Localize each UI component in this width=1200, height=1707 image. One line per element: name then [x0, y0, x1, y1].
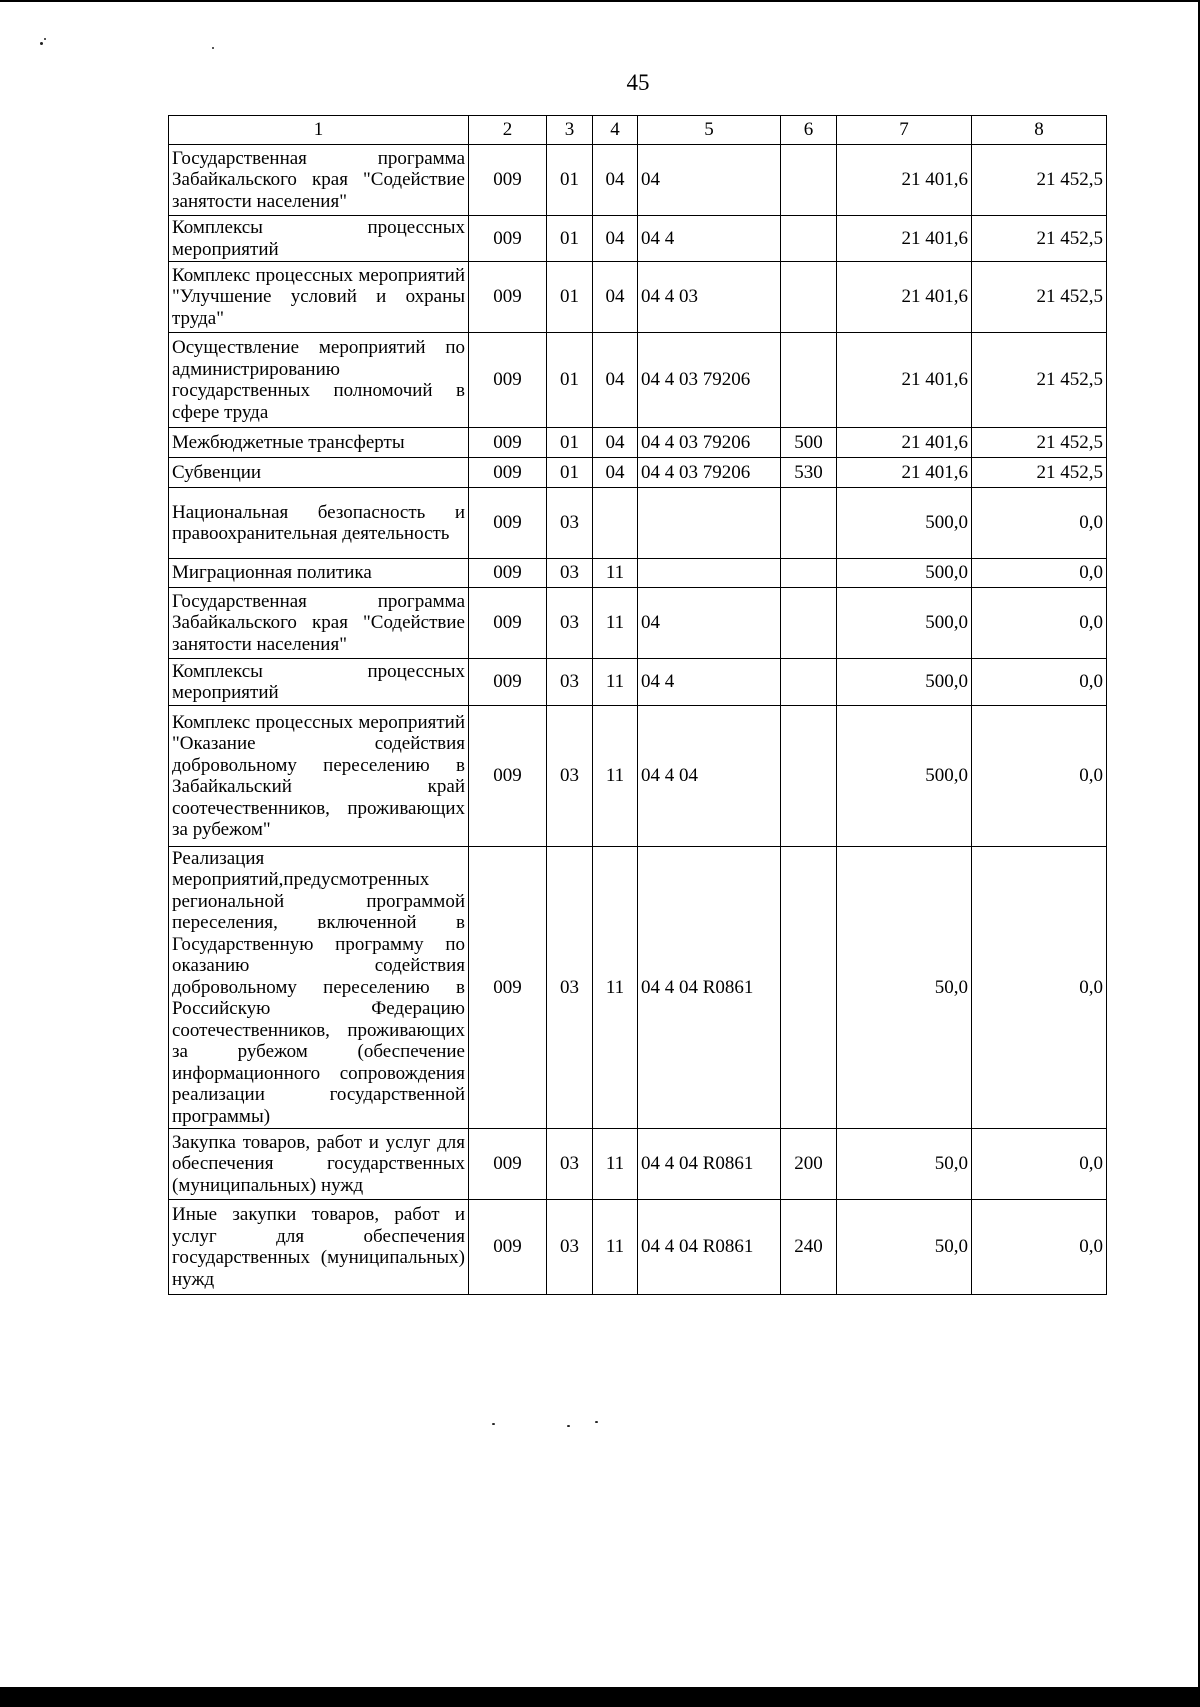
cell-section: 01	[547, 262, 593, 333]
cell-section: 03	[547, 488, 593, 559]
cell-section: 01	[547, 458, 593, 488]
cell-subsection	[593, 488, 638, 559]
cell-subsection: 04	[593, 145, 638, 216]
column-header: 4	[593, 116, 638, 145]
cell-expense-type	[781, 488, 837, 559]
cell-section: 03	[547, 559, 593, 588]
scan-bottom-bar	[0, 1687, 1200, 1707]
scan-speck	[492, 1423, 495, 1425]
cell-subsection: 11	[593, 588, 638, 659]
column-header: 1	[169, 116, 469, 145]
cell-admin-code: 009	[469, 262, 547, 333]
row-name: Комплексы процессных мероприятий	[169, 216, 469, 262]
cell-target-article: 04 4 04	[638, 706, 781, 847]
cell-expense-type	[781, 588, 837, 659]
table-row	[169, 847, 1107, 1129]
cell-amount-col7: 21 401,6	[837, 216, 972, 262]
cell-subsection: 04	[593, 333, 638, 428]
budget-table	[168, 115, 1107, 1295]
column-header: 8	[972, 116, 1107, 145]
cell-admin-code: 009	[469, 1200, 547, 1295]
table-row	[169, 145, 1107, 216]
row-name: Комплекс процессных мероприятий "Улучшение условий и охраны труда"	[169, 262, 469, 333]
cell-subsection: 11	[593, 847, 638, 1129]
cell-amount-col8: 21 452,5	[972, 458, 1107, 488]
row-name: Реализация мероприятий,предусмотренных региональной программой переселения, включенной в Государственную программу по оказанию содействия добровольному переселению в Российскую Федерацию соотечественников, проживающих за рубежом (обеспечение информационного сопровождения реализации государственной программы)	[169, 847, 469, 1129]
cell-expense-type	[781, 262, 837, 333]
row-name: Государственная программа Забайкальского края "Содействие занятости населения"	[169, 588, 469, 659]
column-header: 7	[837, 116, 972, 145]
table-row	[169, 458, 1107, 488]
cell-target-article: 04 4 04 R0861	[638, 1200, 781, 1295]
table-row	[169, 428, 1107, 458]
cell-target-article: 04 4 03 79206	[638, 428, 781, 458]
cell-subsection: 04	[593, 262, 638, 333]
row-name: Комплексы процессных мероприятий	[169, 659, 469, 706]
table-row	[169, 216, 1107, 262]
column-header: 3	[547, 116, 593, 145]
cell-amount-col8: 0,0	[972, 1129, 1107, 1200]
cell-expense-type	[781, 847, 837, 1129]
row-name: Межбюджетные трансферты	[169, 428, 469, 458]
cell-amount-col8: 21 452,5	[972, 216, 1107, 262]
cell-target-article	[638, 488, 781, 559]
cell-amount-col8: 0,0	[972, 488, 1107, 559]
cell-subsection: 11	[593, 659, 638, 706]
scan-speck	[595, 1421, 598, 1423]
cell-amount-col7: 50,0	[837, 847, 972, 1129]
cell-expense-type	[781, 333, 837, 428]
cell-amount-col8: 0,0	[972, 559, 1107, 588]
cell-section: 03	[547, 706, 593, 847]
cell-amount-col8: 0,0	[972, 659, 1107, 706]
row-name: Осуществление мероприятий по администрированию государственных полномочий в сфере труда	[169, 333, 469, 428]
table-row	[169, 333, 1107, 428]
cell-expense-type	[781, 559, 837, 588]
scan-speck	[40, 42, 43, 45]
cell-target-article: 04	[638, 145, 781, 216]
cell-expense-type: 530	[781, 458, 837, 488]
table-row	[169, 588, 1107, 659]
cell-section: 03	[547, 588, 593, 659]
cell-amount-col8: 0,0	[972, 706, 1107, 847]
row-name: Государственная программа Забайкальского края "Содействие занятости населения"	[169, 145, 469, 216]
cell-amount-col7: 21 401,6	[837, 428, 972, 458]
cell-amount-col7: 500,0	[837, 659, 972, 706]
cell-admin-code: 009	[469, 706, 547, 847]
cell-amount-col7: 50,0	[837, 1200, 972, 1295]
cell-subsection: 04	[593, 458, 638, 488]
column-header: 6	[781, 116, 837, 145]
cell-amount-col7: 500,0	[837, 588, 972, 659]
table-row	[169, 706, 1107, 847]
cell-section: 03	[547, 1200, 593, 1295]
cell-amount-col8: 0,0	[972, 847, 1107, 1129]
cell-admin-code: 009	[469, 216, 547, 262]
table-row	[169, 262, 1107, 333]
cell-target-article	[638, 559, 781, 588]
cell-section: 01	[547, 216, 593, 262]
cell-target-article: 04 4	[638, 659, 781, 706]
cell-subsection: 11	[593, 706, 638, 847]
page-number: 45	[626, 70, 650, 95]
cell-subsection: 04	[593, 216, 638, 262]
cell-admin-code: 009	[469, 659, 547, 706]
cell-amount-col8: 21 452,5	[972, 333, 1107, 428]
table-row	[169, 488, 1107, 559]
table-row	[169, 1200, 1107, 1295]
cell-section: 03	[547, 847, 593, 1129]
column-header: 5	[638, 116, 781, 145]
cell-amount-col7: 500,0	[837, 706, 972, 847]
cell-amount-col8: 0,0	[972, 1200, 1107, 1295]
cell-amount-col7: 21 401,6	[837, 458, 972, 488]
row-name: Национальная безопасность и правоохранительная деятельность	[169, 488, 469, 559]
cell-target-article: 04 4 04 R0861	[638, 1129, 781, 1200]
cell-admin-code: 009	[469, 145, 547, 216]
cell-amount-col7: 21 401,6	[837, 333, 972, 428]
cell-subsection: 11	[593, 1200, 638, 1295]
cell-expense-type	[781, 706, 837, 847]
cell-admin-code: 009	[469, 458, 547, 488]
table-row	[169, 1129, 1107, 1200]
cell-section: 01	[547, 333, 593, 428]
cell-admin-code: 009	[469, 428, 547, 458]
cell-section: 01	[547, 428, 593, 458]
cell-target-article: 04 4	[638, 216, 781, 262]
row-name: Иные закупки товаров, работ и услуг для обеспечения государственных (муниципальных) нужд	[169, 1200, 469, 1295]
cell-admin-code: 009	[469, 1129, 547, 1200]
cell-amount-col8: 21 452,5	[972, 145, 1107, 216]
cell-target-article: 04 4 03	[638, 262, 781, 333]
cell-amount-col7: 21 401,6	[837, 145, 972, 216]
cell-subsection: 11	[593, 1129, 638, 1200]
cell-expense-type: 240	[781, 1200, 837, 1295]
cell-amount-col7: 50,0	[837, 1129, 972, 1200]
scan-top-edge	[0, 0, 1200, 2]
cell-amount-col7: 500,0	[837, 488, 972, 559]
cell-section: 01	[547, 145, 593, 216]
cell-admin-code: 009	[469, 559, 547, 588]
cell-expense-type: 500	[781, 428, 837, 458]
cell-admin-code: 009	[469, 588, 547, 659]
header-row	[169, 116, 1107, 145]
row-name: Миграционная политика	[169, 559, 469, 588]
column-header: 2	[469, 116, 547, 145]
cell-subsection: 11	[593, 559, 638, 588]
row-name: Закупка товаров, работ и услуг для обеспечения государственных (муниципальных) нужд	[169, 1129, 469, 1200]
cell-subsection: 04	[593, 428, 638, 458]
cell-amount-col8: 21 452,5	[972, 428, 1107, 458]
cell-target-article: 04	[638, 588, 781, 659]
cell-amount-col8: 21 452,5	[972, 262, 1107, 333]
table-row	[169, 659, 1107, 706]
cell-amount-col7: 21 401,6	[837, 262, 972, 333]
table-row	[169, 559, 1107, 588]
cell-admin-code: 009	[469, 847, 547, 1129]
cell-section: 03	[547, 1129, 593, 1200]
cell-target-article: 04 4 03 79206	[638, 458, 781, 488]
cell-admin-code: 009	[469, 333, 547, 428]
cell-target-article: 04 4 03 79206	[638, 333, 781, 428]
cell-expense-type: 200	[781, 1129, 837, 1200]
cell-amount-col8: 0,0	[972, 588, 1107, 659]
cell-target-article: 04 4 04 R0861	[638, 847, 781, 1129]
cell-expense-type	[781, 216, 837, 262]
row-name: Комплекс процессных мероприятий "Оказание содействия добровольному переселению в Забайкальский край соотечественников, проживающих за рубежом"	[169, 706, 469, 847]
row-name: Субвенции	[169, 458, 469, 488]
scan-speck	[212, 47, 214, 49]
scan-speck	[567, 1425, 570, 1427]
scan-speck	[44, 38, 46, 40]
cell-section: 03	[547, 659, 593, 706]
cell-expense-type	[781, 659, 837, 706]
cell-admin-code: 009	[469, 488, 547, 559]
cell-expense-type	[781, 145, 837, 216]
cell-amount-col7: 500,0	[837, 559, 972, 588]
